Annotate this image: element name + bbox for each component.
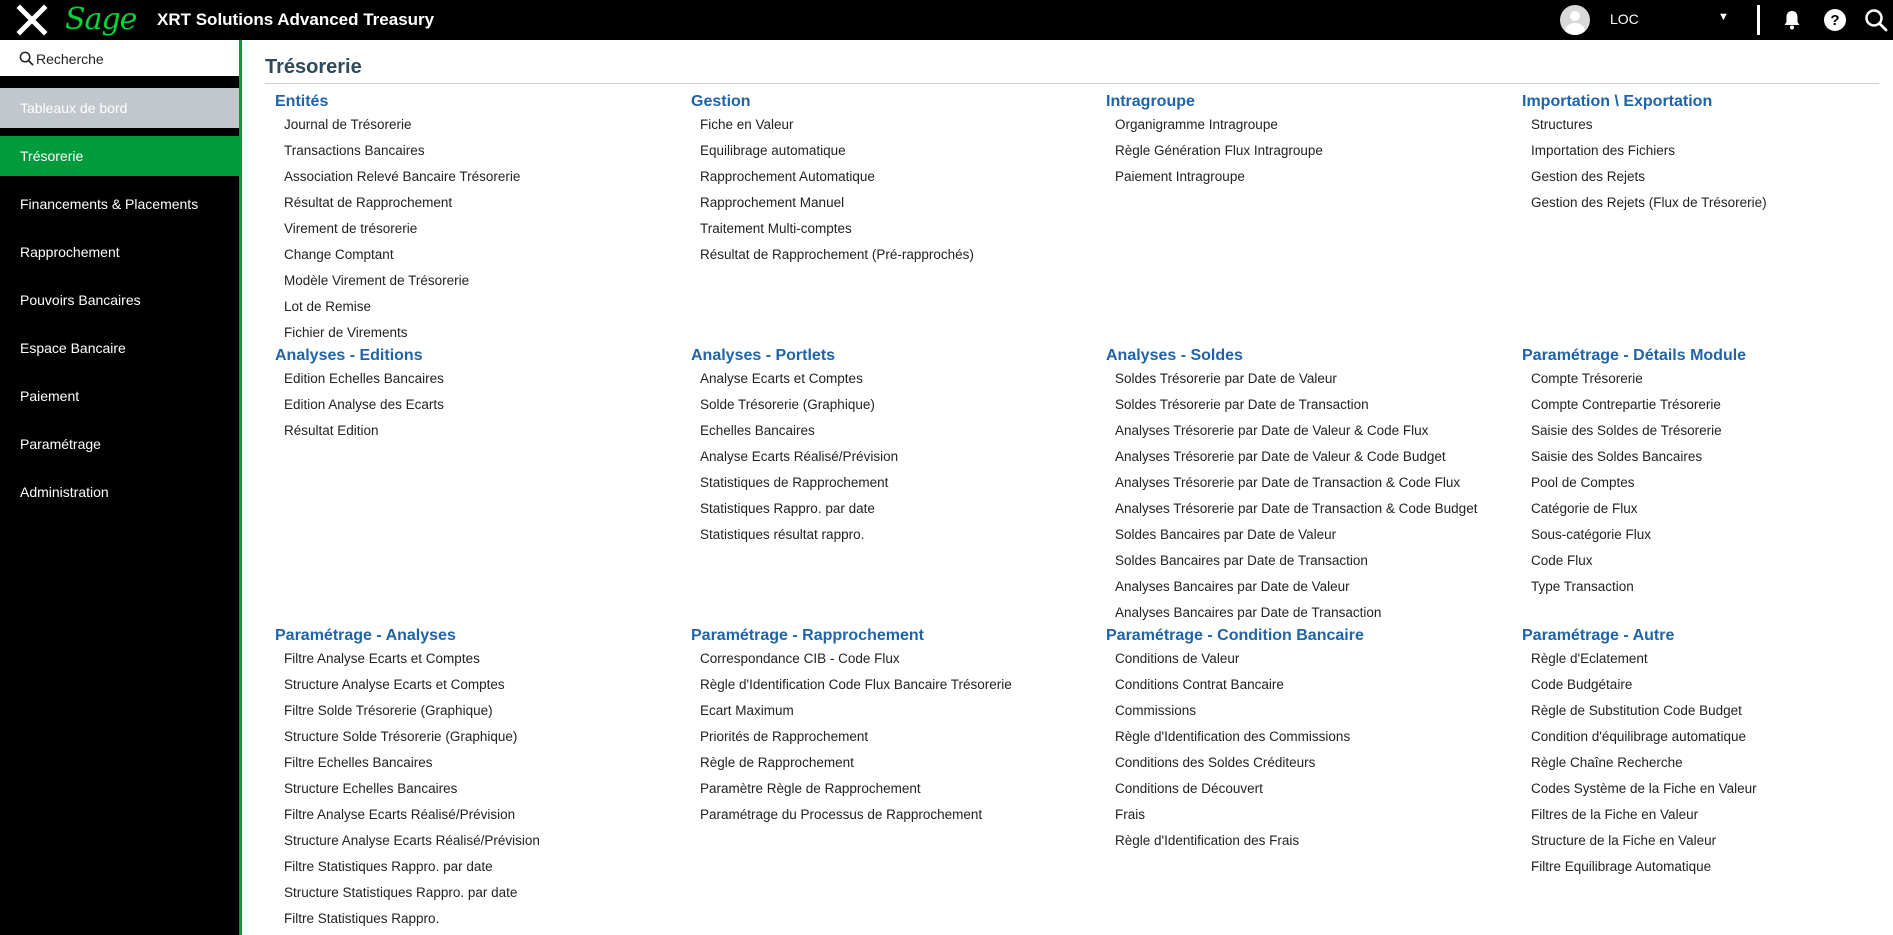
- chevron-down-icon[interactable]: ▼: [1718, 11, 1729, 23]
- menu-link[interactable]: Analyse Ecarts et Comptes: [700, 371, 863, 386]
- menu-link[interactable]: Règle Génération Flux Intragroupe: [1115, 143, 1323, 158]
- close-x-logo-icon[interactable]: [16, 4, 48, 36]
- section-analyses-editions: [275, 346, 685, 444]
- menu-link[interactable]: Type Transaction: [1531, 579, 1634, 594]
- sidebar-item-tresorerie[interactable]: Trésorerie: [0, 136, 239, 176]
- svg-text:?: ?: [1830, 12, 1840, 29]
- menu-link[interactable]: Fiche en Valeur: [700, 117, 794, 132]
- section-heading[interactable]: Paramétrage - Analyses: [275, 627, 456, 644]
- sidebar-item-administration[interactable]: Administration: [20, 484, 109, 500]
- section-parametrage-details-module: [1522, 346, 1893, 600]
- menu-link[interactable]: Modèle Virement de Trésorerie: [284, 273, 470, 288]
- menu-link[interactable]: Codes Système de la Fiche en Valeur: [1531, 781, 1757, 796]
- menu-link[interactable]: Analyses Trésorerie par Date de Valeur & Code Flux: [1115, 423, 1429, 438]
- menu-link[interactable]: Règle d'Identification des Commissions: [1115, 729, 1351, 744]
- section-analyses-soldes: [1106, 346, 1516, 626]
- menu-link[interactable]: Virement de trésorerie: [284, 221, 418, 236]
- section-heading[interactable]: Analyses - Portlets: [691, 347, 836, 364]
- menu-link[interactable]: Structure Echelles Bancaires: [284, 781, 458, 796]
- menu-link[interactable]: Filtre Analyse Ecarts et Comptes: [284, 651, 480, 666]
- sidebar-item-pouvoirs-bancaires[interactable]: Pouvoirs Bancaires: [20, 292, 141, 308]
- section-heading[interactable]: Gestion: [691, 93, 751, 110]
- menu-link[interactable]: Fichier de Virements: [284, 325, 408, 340]
- divider: [1757, 5, 1760, 35]
- menu-link[interactable]: Structure Statistiques Rappro. par date: [284, 885, 518, 900]
- menu-link[interactable]: Soldes Trésorerie par Date de Transaction: [1115, 397, 1369, 412]
- menu-link[interactable]: Edition Echelles Bancaires: [284, 371, 444, 386]
- menu-link[interactable]: Analyses Bancaires par Date de Valeur: [1115, 579, 1350, 594]
- app-title: XRT Solutions Advanced Treasury: [157, 10, 435, 29]
- menu-link[interactable]: Analyses Trésorerie par Date de Transaction & Code Budget: [1115, 501, 1478, 516]
- section-heading[interactable]: Paramétrage - Autre: [1522, 627, 1675, 644]
- menu-link[interactable]: Frais: [1115, 807, 1145, 822]
- menu-link[interactable]: Saisie des Soldes de Trésorerie: [1531, 423, 1722, 438]
- menu-link[interactable]: Correspondance CIB - Code Flux: [700, 651, 900, 666]
- menu-link[interactable]: Structures: [1531, 117, 1593, 132]
- menu-link[interactable]: Filtre Echelles Bancaires: [284, 755, 433, 770]
- menu-link[interactable]: Filtre Statistiques Rappro. par date: [284, 859, 493, 874]
- section-heading[interactable]: Importation \ Exportation: [1522, 93, 1713, 110]
- section-heading[interactable]: Analyses - Editions: [275, 347, 423, 364]
- section-heading[interactable]: Paramétrage - Détails Module: [1522, 347, 1747, 364]
- section-parametrage-autre: [1522, 626, 1893, 880]
- menu-link[interactable]: Statistiques résultat rappro.: [700, 527, 865, 542]
- menu-link[interactable]: Journal de Trésorerie: [284, 117, 412, 132]
- menu-link[interactable]: Structure Analyse Ecarts et Comptes: [284, 677, 505, 692]
- menu-link[interactable]: Edition Analyse des Ecarts: [284, 397, 444, 412]
- section-heading[interactable]: Intragroupe: [1106, 93, 1195, 110]
- menu-link[interactable]: Association Relevé Bancaire Trésorerie: [284, 169, 521, 184]
- menu-link[interactable]: Paramétrage du Processus de Rapprochement: [700, 807, 983, 822]
- section-intragroupe: [1106, 92, 1516, 190]
- menu-link[interactable]: Compte Trésorerie: [1531, 371, 1643, 386]
- menu-link[interactable]: Traitement Multi-comptes: [700, 221, 852, 236]
- page-title: Trésorerie: [265, 56, 362, 78]
- menu-link[interactable]: Lot de Remise: [284, 299, 372, 314]
- search-input[interactable]: [36, 48, 226, 70]
- menu-link[interactable]: Règle d'Identification des Frais: [1115, 833, 1300, 848]
- menu-link[interactable]: Paramètre Règle de Rapprochement: [700, 781, 921, 796]
- menu-link[interactable]: Soldes Bancaires par Date de Valeur: [1115, 527, 1337, 542]
- menu-link[interactable]: Structure Solde Trésorerie (Graphique): [284, 729, 518, 744]
- menu-link[interactable]: Organigramme Intragroupe: [1115, 117, 1278, 132]
- sidebar-item-espace-bancaire[interactable]: Espace Bancaire: [20, 340, 126, 356]
- menu-link[interactable]: Structure Analyse Ecarts Réalisé/Prévision: [284, 833, 540, 848]
- menu-link[interactable]: Conditions de Découvert: [1115, 781, 1263, 796]
- menu-link[interactable]: Analyses Bancaires par Date de Transaction: [1115, 605, 1382, 620]
- menu-link[interactable]: Résultat de Rapprochement (Pré-rapprochés): [700, 247, 974, 262]
- menu-link[interactable]: Equilibrage automatique: [700, 143, 846, 158]
- search-icon[interactable]: [1864, 8, 1888, 32]
- menu-link[interactable]: Filtres de la Fiche en Valeur: [1531, 807, 1699, 822]
- section-importation-exportation: [1522, 92, 1893, 216]
- sidebar-item-parametrage[interactable]: Paramétrage: [20, 436, 101, 452]
- sidebar-item-financements-placements[interactable]: Financements & Placements: [20, 196, 199, 212]
- menu-link[interactable]: Filtre Solde Trésorerie (Graphique): [284, 703, 493, 718]
- section-entites: [275, 92, 685, 346]
- menu-link[interactable]: Conditions Contrat Bancaire: [1115, 677, 1284, 692]
- menu-link[interactable]: Filtre Statistiques Rappro.: [284, 911, 440, 926]
- menu-link[interactable]: Condition d'équilibrage automatique: [1531, 729, 1746, 744]
- menu-link[interactable]: Filtre Analyse Ecarts Réalisé/Prévision: [284, 807, 516, 822]
- section-parametrage-condition-bancaire: [1106, 626, 1516, 854]
- menu-link[interactable]: Change Comptant: [284, 247, 394, 262]
- sage-logo: Sage: [65, 2, 137, 37]
- sidebar-item-rapprochement[interactable]: Rapprochement: [20, 244, 120, 260]
- menu-link[interactable]: Priorités de Rapprochement: [700, 729, 869, 744]
- menu-link[interactable]: Gestion des Rejets: [1531, 169, 1646, 184]
- section-parametrage-analyses: [275, 626, 685, 932]
- menu-link[interactable]: Saisie des Soldes Bancaires: [1531, 449, 1703, 464]
- menu-link[interactable]: Sous-catégorie Flux: [1531, 527, 1652, 542]
- menu-link[interactable]: Echelles Bancaires: [700, 423, 815, 438]
- menu-link[interactable]: Statistiques Rappro. par date: [700, 501, 875, 516]
- menu-link[interactable]: Commissions: [1115, 703, 1197, 718]
- title-divider: [265, 83, 1879, 84]
- menu-link[interactable]: Soldes Trésorerie par Date de Valeur: [1115, 371, 1337, 386]
- menu-link[interactable]: Règle d'Eclatement: [1531, 651, 1648, 666]
- section-heading[interactable]: Entités: [275, 93, 329, 110]
- menu-link[interactable]: Rapprochement Automatique: [700, 169, 875, 184]
- menu-link[interactable]: Importation des Fichiers: [1531, 143, 1676, 158]
- sidebar-item-paiement[interactable]: Paiement: [20, 388, 80, 404]
- menu-link[interactable]: Soldes Bancaires par Date de Transaction: [1115, 553, 1368, 568]
- sidebar: [0, 40, 239, 935]
- menu-link[interactable]: Structure de la Fiche en Valeur: [1531, 833, 1717, 848]
- section-parametrage-rapprochement: [691, 626, 1101, 828]
- section-analyses-portlets: [691, 346, 1101, 548]
- section-heading[interactable]: Analyses - Soldes: [1106, 347, 1243, 364]
- top-bar: [0, 0, 1893, 40]
- help-icon[interactable]: [1823, 8, 1847, 32]
- bell-icon[interactable]: [1780, 8, 1804, 32]
- section-heading[interactable]: Paramétrage - Rapprochement: [691, 627, 924, 644]
- menu-link[interactable]: Résultat Edition: [284, 423, 379, 438]
- menu-link[interactable]: Ecart Maximum: [700, 703, 794, 718]
- menu-link[interactable]: Transactions Bancaires: [284, 143, 425, 158]
- menu-link[interactable]: Compte Contrepartie Trésorerie: [1531, 397, 1721, 412]
- user-name[interactable]: LOC: [1610, 11, 1639, 27]
- search-icon: [19, 51, 34, 66]
- menu-link[interactable]: Analyse Ecarts Réalisé/Prévision: [700, 449, 899, 464]
- menu-link[interactable]: Analyses Trésorerie par Date de Transaction & Code Flux: [1115, 475, 1461, 490]
- section-heading[interactable]: Paramétrage - Condition Bancaire: [1106, 627, 1364, 644]
- menu-link[interactable]: Filtre Equilibrage Automatique: [1531, 859, 1712, 874]
- menu-link[interactable]: Paiement Intragroupe: [1115, 169, 1245, 184]
- menu-link[interactable]: Analyses Trésorerie par Date de Valeur & Code Budget: [1115, 449, 1446, 464]
- menu-link[interactable]: Pool de Comptes: [1531, 475, 1635, 490]
- menu-link[interactable]: Gestion des Rejets (Flux de Trésorerie): [1531, 195, 1767, 210]
- menu-link[interactable]: Conditions des Soldes Créditeurs: [1115, 755, 1316, 770]
- menu-link[interactable]: Code Flux: [1531, 553, 1593, 568]
- sidebar-item-tableaux-de-bord[interactable]: Tableaux de bord: [0, 88, 239, 128]
- menu-link[interactable]: Solde Trésorerie (Graphique): [700, 397, 875, 412]
- menu-link[interactable]: Code Budgétaire: [1531, 677, 1633, 692]
- menu-link[interactable]: Catégorie de Flux: [1531, 501, 1638, 516]
- menu-link[interactable]: Rapprochement Manuel: [700, 195, 845, 210]
- section-gestion: [691, 92, 1101, 268]
- menu-link[interactable]: Statistiques de Rapprochement: [700, 475, 889, 490]
- menu-link[interactable]: Règle d'Identification Code Flux Bancaire Trésorerie: [700, 677, 1012, 692]
- avatar-icon[interactable]: [1560, 5, 1590, 35]
- menu-link[interactable]: Règle de Substitution Code Budget: [1531, 703, 1742, 718]
- menu-link[interactable]: Résultat de Rapprochement: [284, 195, 453, 210]
- menu-link[interactable]: Règle Chaîne Recherche: [1531, 755, 1683, 770]
- main-content: [242, 40, 1893, 935]
- menu-link[interactable]: Règle de Rapprochement: [700, 755, 854, 770]
- sidebar-search: [0, 40, 239, 79]
- menu-link[interactable]: Conditions de Valeur: [1115, 651, 1240, 666]
